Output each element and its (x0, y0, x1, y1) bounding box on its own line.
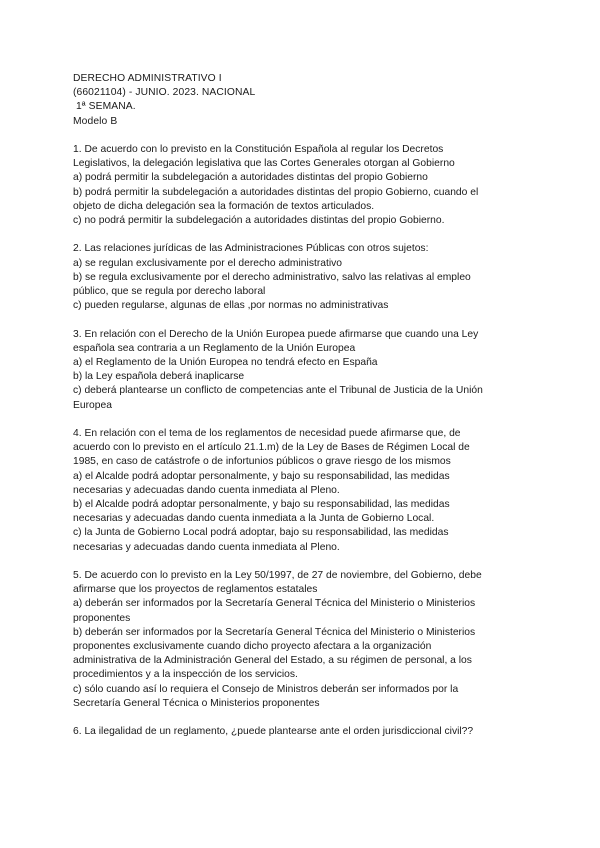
question-stem-line: 4. En relación con el tema de los reglamentos de necesidad puede afirmarse que, de (73, 428, 461, 440)
option-a: a) deberán ser informados por la Secretaría General Técnica del Ministerio o Ministerios (73, 598, 476, 610)
option-b: b) podrá permitir la subdelegación a autoridades distintas del propio Gobierno, cuando el (73, 186, 479, 198)
question-6 (73, 725, 523, 739)
option-a: a) el Reglamento de la Unión Europea no tendrá efecto en España (73, 357, 378, 369)
question-stem-line: Legislativos, la delegación legislativa que las Cortes Generales otorgan al Gobierno (73, 158, 455, 170)
question-stem-line: 3. En relación con el Derecho de la Unión Europea puede afirmarse que cuando una Ley (73, 328, 479, 340)
exam-content (73, 72, 523, 739)
exam-code-date: (66021104) - JUNIO. 2023. NACIONAL (73, 87, 256, 99)
option-a: a) el Alcalde podrá adoptar personalmente, y bajo su responsabilidad, las medidas (73, 470, 450, 482)
question-4 (73, 427, 523, 555)
question-3 (73, 328, 523, 413)
question-stem-line: 1985, en caso de catástrofe o de infortunios públicos o grave riesgo de los mismos (73, 456, 451, 468)
exam-model: Modelo B (73, 115, 118, 127)
option-a: a) se regulan exclusivamente por el derecho administrativo (73, 257, 343, 269)
option-a-cont: proponentes (73, 612, 131, 624)
option-b-cont: administrativa de la Administración General del Estado, a su régimen de personal, a los (73, 655, 472, 667)
question-stem-line: 6. La ilegalidad de un reglamento, ¿puede plantearse ante el orden jurisdiccional civil?? (73, 726, 474, 738)
course-title: DERECHO ADMINISTRATIVO I (73, 73, 222, 84)
option-b: b) el Alcalde podrá adoptar personalmente, y bajo su responsabilidad, las medidas (73, 499, 450, 511)
option-b-cont: procedimientos y a la inspección de los servicios. (73, 669, 298, 681)
question-stem-line: 5. De acuerdo con lo previsto en la Ley 50/1997, de 27 de noviembre, del Gobierno, debe (73, 570, 482, 582)
exam-header (73, 72, 523, 129)
question-2 (73, 242, 523, 313)
option-b: b) se regula exclusivamente por el derecho administrativo, salvo las relativas al empleo (73, 271, 471, 283)
question-5 (73, 569, 523, 711)
question-stem-line: española sea contraria a un Reglamento de la Unión Europea (73, 342, 356, 354)
question-1 (73, 143, 523, 228)
option-b-cont: proponentes exclusivamente cuando dicho proyecto afectara a la organización (73, 641, 432, 653)
option-b-cont: público, que se regula por derecho laboral (73, 286, 266, 298)
exam-week: 1ª SEMANA. (73, 101, 136, 113)
question-stem-line: 1. De acuerdo con lo previsto en la Constitución Española al regular los Decretos (73, 144, 444, 155)
question-stem-line: 2. Las relaciones jurídicas de las Administraciones Públicas con otros sujetos: (73, 243, 429, 255)
option-c: c) no podrá permitir la subdelegación a autoridades distintas del propio Gobierno. (73, 215, 445, 227)
option-c-cont: necesarias y adecuadas dando cuenta inmediata al Pleno. (73, 541, 340, 553)
option-b: b) la Ley española deberá inaplicarse (73, 371, 245, 383)
option-b-cont: necesarias y adecuadas dando cuenta inmediata a la Junta de Gobierno Local. (73, 513, 435, 525)
option-c-cont: Europea (73, 399, 112, 411)
option-c: c) sólo cuando así lo requiera el Consejo de Ministros deberán ser informados por la (73, 683, 459, 695)
option-c: c) la Junta de Gobierno Local podrá adoptar, bajo su responsabilidad, las medidas (73, 527, 449, 539)
option-c: c) deberá plantearse un conflicto de competencias ante el Tribunal de Justicia de la Unión (73, 385, 483, 397)
option-b-cont: objeto de dicha delegación sea la formación de textos articulados. (73, 200, 375, 212)
option-a-cont: necesarias y adecuadas dando cuenta inmediata al Pleno. (73, 484, 340, 496)
option-b: b) deberán ser informados por la Secretaría General Técnica del Ministerio o Ministerios (73, 626, 476, 638)
option-c-cont: Secretaría General Técnica o Ministerios proponentes (73, 697, 320, 709)
option-a: a) podrá permitir la subdelegación a autoridades distintas del propio Gobierno (73, 172, 428, 184)
question-stem-line: afirmarse que los proyectos de reglamentos estatales (73, 584, 318, 596)
question-stem-line: acuerdo con lo previsto en el artículo 21.1.m) de la Ley de Bases de Régimen Local de (73, 442, 470, 454)
option-c: c) pueden regularse, algunas de ellas ,por normas no administrativas (73, 300, 389, 312)
